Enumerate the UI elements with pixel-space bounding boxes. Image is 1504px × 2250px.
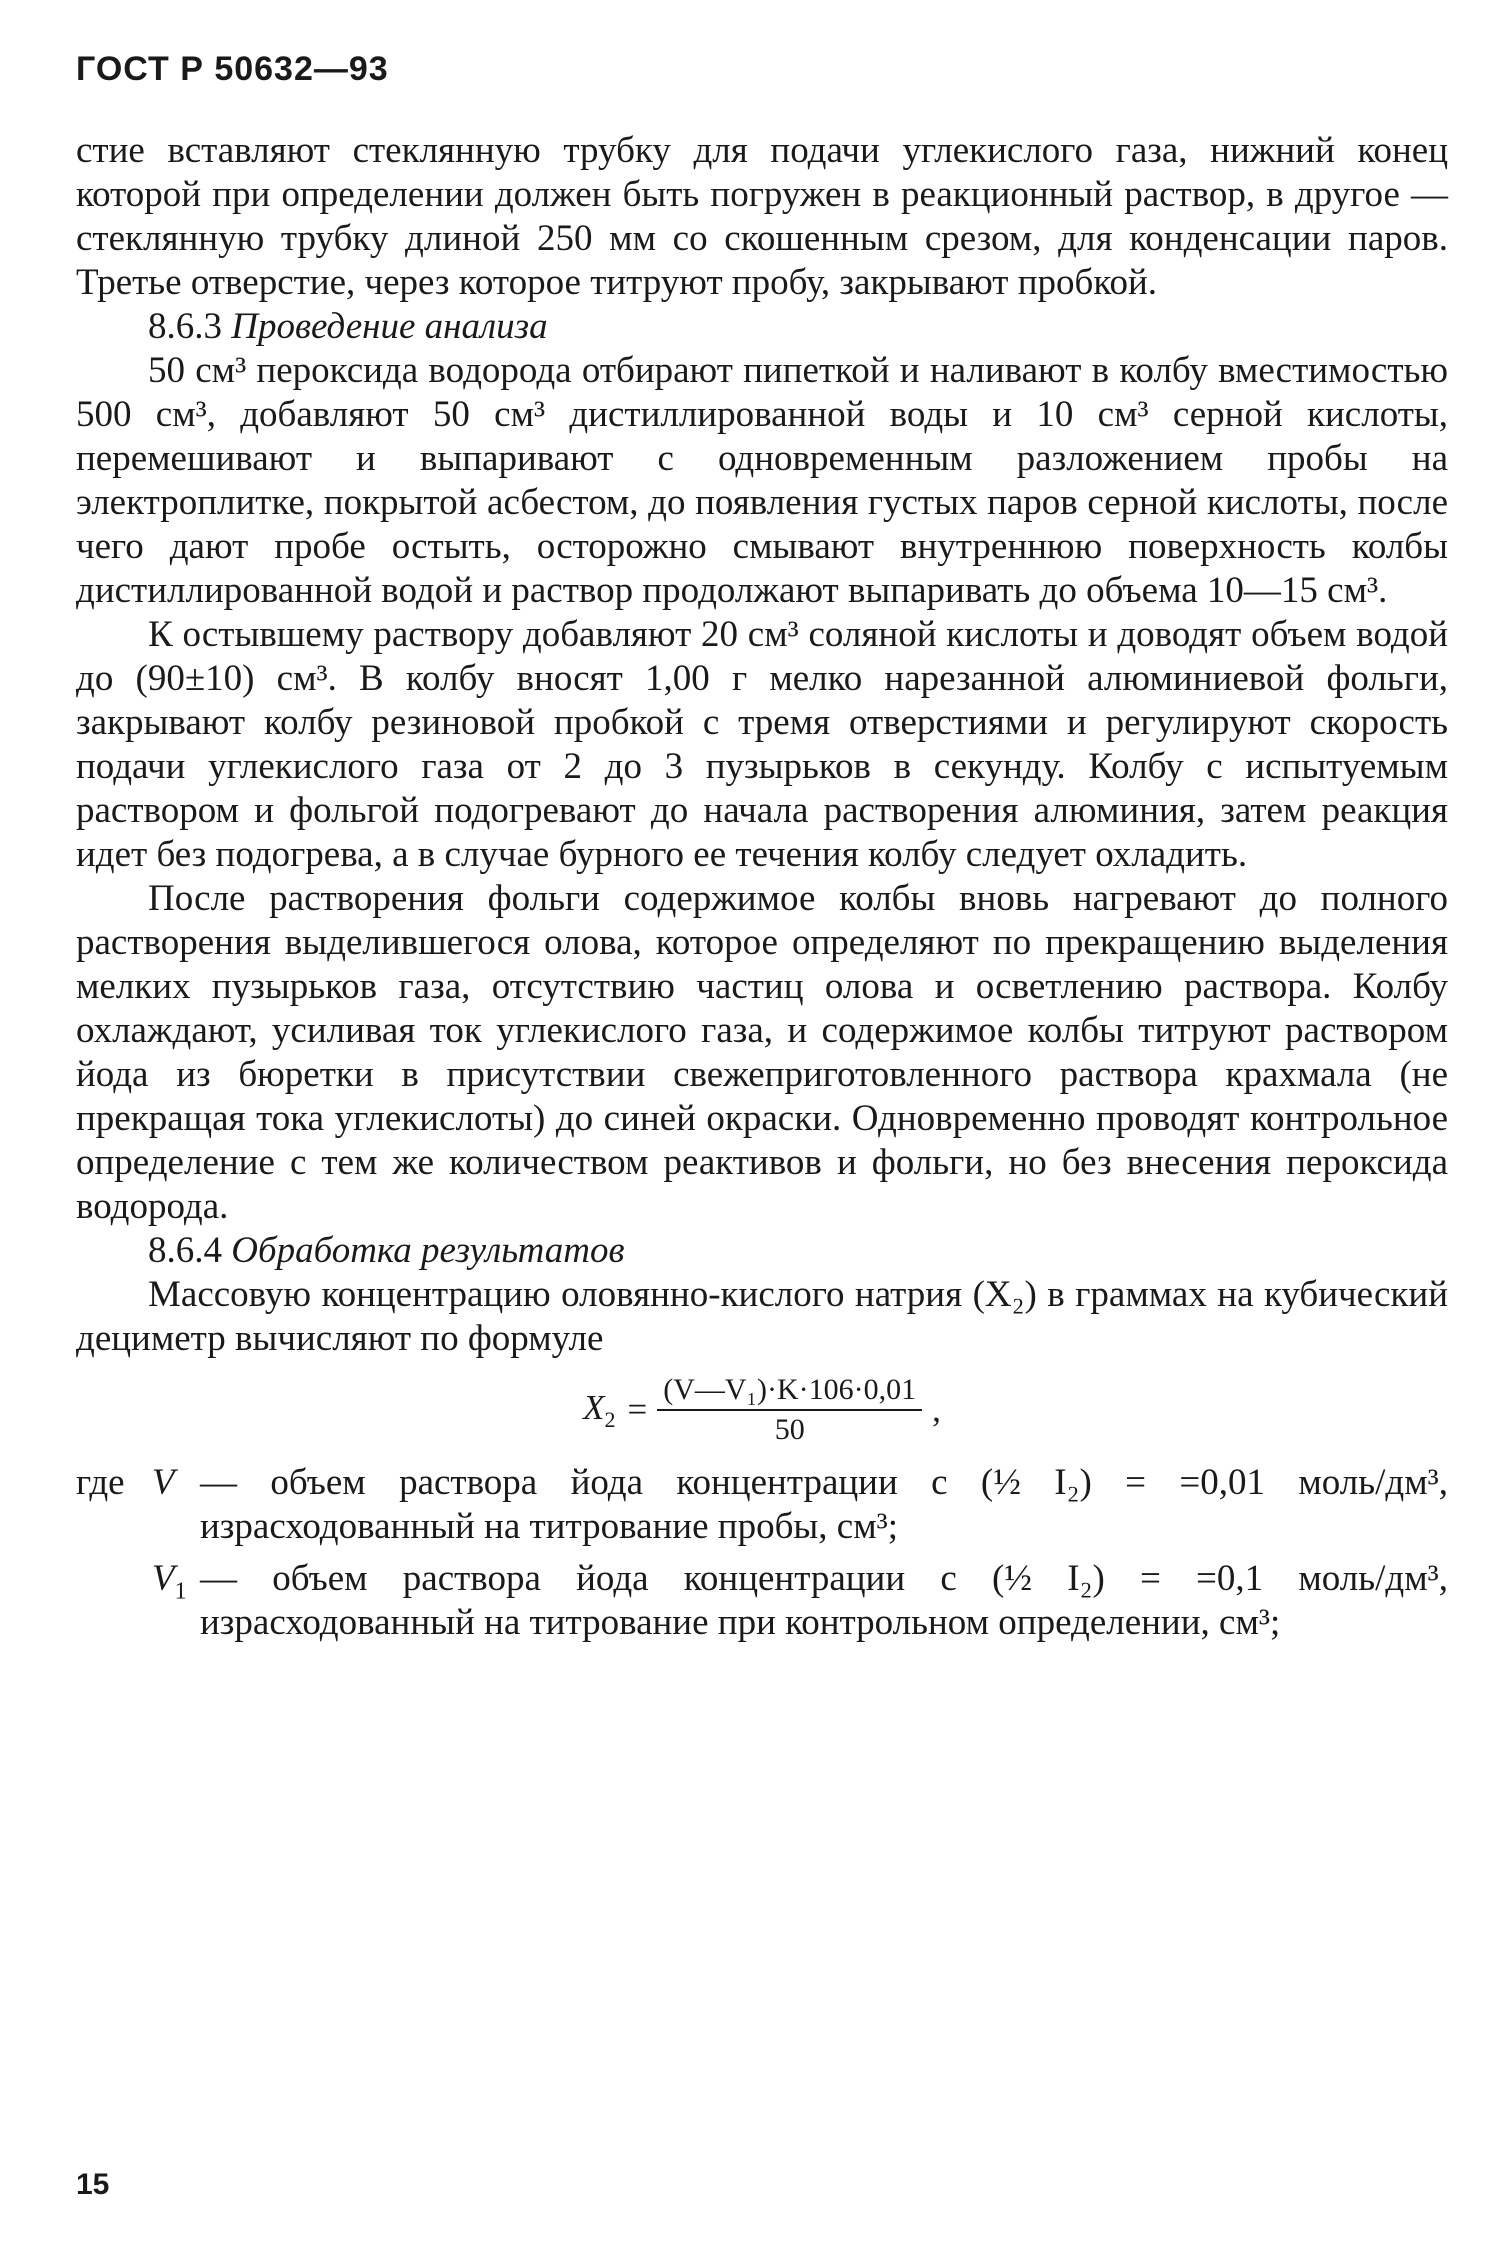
section-heading-8-6-3 [76, 305, 1448, 349]
formula-x2 [76, 1373, 1448, 1447]
formula-lhs-var: X [583, 1387, 605, 1427]
paragraph-results: Массовую концентрацию оловянно-кислого натрия (X₂) в граммах на кубический дециметр вычисляют по формуле [76, 1274, 1448, 1359]
formula-fraction [657, 1373, 922, 1447]
formula-trail: , [932, 1390, 941, 1429]
section-title: Проведение анализа [231, 306, 548, 347]
paragraph-analysis-2: К остывшему раствору добавляют 20 см³ соляной кислоты и доводят объем водой до (90±10) см³. В колбу вносят 1,00 г мелко нарезанной алюминиевой фольги, закрывают колбу резиновой пробкой с тремя отверстиями и регулируют скорость подачи углекислого газа от 2 до 3 пузырьков в секунду. Колбу с испытуемым раствором и фольгой подогревают до начала растворения алюминия, затем реакция идет без подогрева, а в случае бурного ее течения колбу следует охладить. [76, 614, 1448, 875]
paragraph-analysis-1: 50 см³ пероксида водорода отбирают пипеткой и наливают в колбу вместимостью 500 см³, добавляют 50 см³ дистиллированной воды и 10 см³ серной кислоты, перемешивают и выпаривают с одновременным разложением пробы на электроплитке, покрытой асбестом, до появления густых паров серной кислоты, после чего дают пробе остыть, осторожно смывают внутреннюю поверхность колбы дистиллированной водой и раствор продолжают выпаривать до объема 10—15 см³. [76, 350, 1448, 611]
definition-text: — объем раствора йода концентрации c (½ I₂) = =0,1 моль/дм³, израсходованный на титрование при контрольном определении, см³; [200, 1558, 1448, 1643]
definition-symbol [152, 1557, 200, 1613]
definition-symbol-main: V [152, 1558, 175, 1599]
definition-symbol-main: V [152, 1462, 175, 1503]
definition-text: — объем раствора йода концентрации c (½ I₂) = =0,01 моль/дм³, израсходованный на титрование пробы, см³; [200, 1462, 1448, 1547]
section-number: 8.6.3 [148, 306, 222, 347]
formula-numerator: (V—V₁)·K·106·0,01 [657, 1373, 922, 1411]
section-title: Обработка результатов [231, 1230, 625, 1271]
definition-row-v1 [76, 1557, 1448, 1645]
definition-list [76, 1461, 1448, 1645]
definition-symbol [152, 1461, 200, 1517]
formula-lhs-sub: 2 [604, 1406, 616, 1432]
definition-symbol-sub: 1 [174, 1578, 187, 1605]
document-page [76, 50, 1448, 1645]
page-number: 15 [76, 2168, 110, 2201]
section-heading-8-6-4 [76, 1229, 1448, 1273]
definition-row-v [76, 1461, 1448, 1549]
paragraph-intro: стие вставляют стеклянную трубку для подачи углекислого газа, нижний конец которой при определении должен быть погружен в реакционный раствор, в другое — стеклянную трубку длиной 250 мм со скошенным срезом, для конденсации паров. Третье отверстие, через которое титруют пробу, закрывают пробкой. [76, 130, 1448, 303]
document-header: ГОСТ Р 50632—93 [76, 50, 389, 88]
paragraph-analysis-3: После растворения фольги содержимое колбы вновь нагревают до полного растворения выделившегося олова, которое определяют по прекращению выделения мелких пузырьков газа, отсутствию частиц олова и осветлению раствора. Колбу охлаждают, усиливая ток углекислого газа, и содержимое колбы титруют раствором йода из бюретки в присутствии свежеприготовленного раствора крахмала (не прекращая тока углекислоты) до синей окраски. Одновременно проводят контрольное определение с тем же количеством реактивов и фольги, но без внесения пероксида водорода. [76, 878, 1448, 1227]
formula-denominator: 50 [774, 1413, 805, 1446]
definition-lead: где [76, 1462, 125, 1503]
formula-equals: = [627, 1390, 648, 1429]
formula-lhs [583, 1388, 615, 1433]
section-number: 8.6.4 [148, 1230, 222, 1271]
